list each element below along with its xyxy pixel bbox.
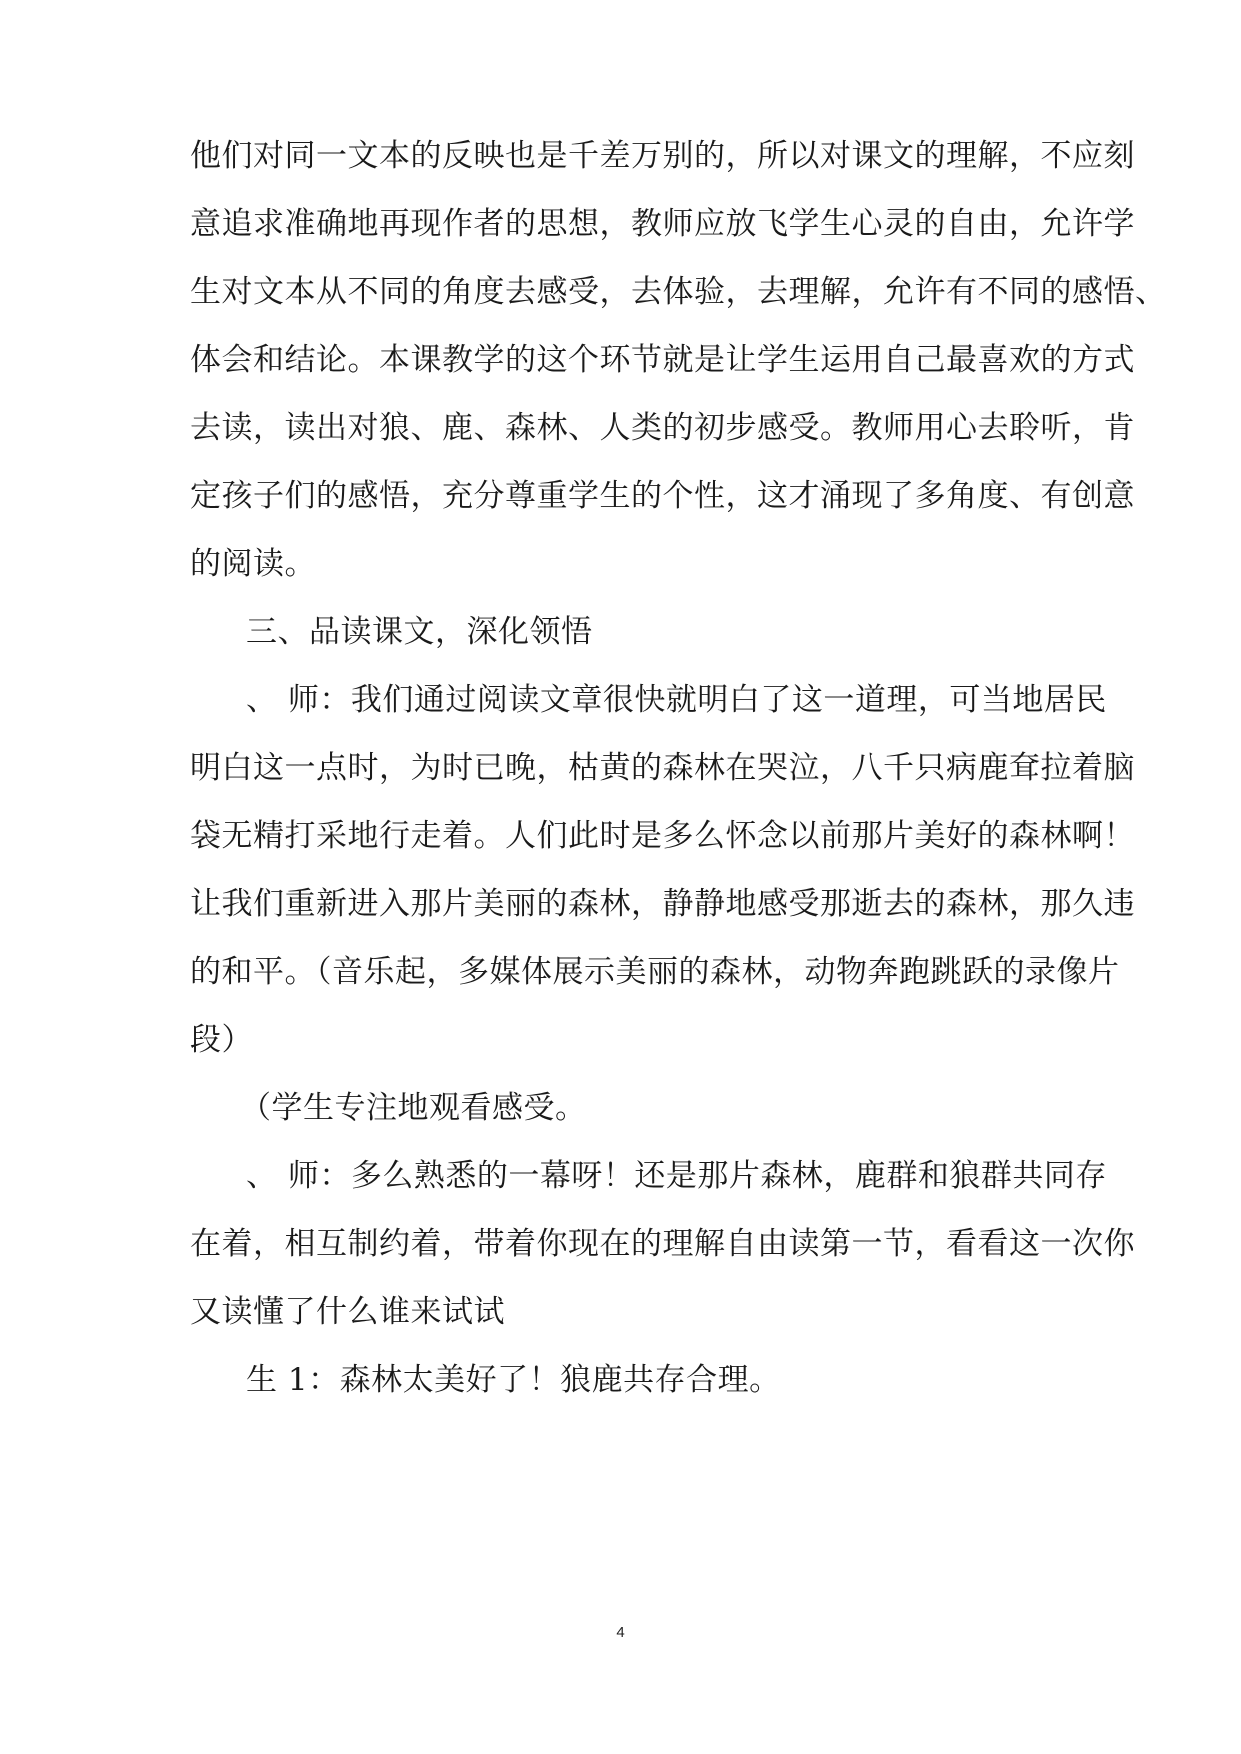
paragraph-line: 意追求准确地再现作者的思想，教师应放飞学生心灵的自由，允许学 — [190, 206, 1135, 242]
section-heading: 三、品读课文，深化领悟 — [246, 614, 593, 650]
paragraph-line: 定孩子们的感悟，充分尊重学生的个性，这才涌现了多角度、有创意 — [190, 478, 1135, 514]
paragraph-line: 去读，读出对狼、鹿、森林、人类的初步感受。教师用心去聆听，肯 — [190, 410, 1135, 446]
paragraph-line: 生对文本从不同的角度去感受，去体验，去理解，允许有不同的感悟、 — [190, 274, 1167, 310]
paragraph-line: （学生专注地观看感受。 — [240, 1090, 587, 1126]
paragraph-line: 生 1：森林太美好了！狼鹿共存合理。 — [246, 1362, 781, 1398]
paragraph-line: 又读懂了什么谁来试试 — [190, 1294, 505, 1330]
paragraph-line: 、 师：多么熟悉的一幕呀！还是那片森林，鹿群和狼群共同存 — [246, 1158, 1107, 1194]
paragraph-line: 、 师：我们通过阅读文章很快就明白了这一道理，可当地居民 — [246, 682, 1107, 718]
page-number: 4 — [616, 1624, 625, 1641]
paragraph-line: 的和平。（音乐起，多媒体展示美丽的森林，动物奔跑跳跃的录像片 — [190, 954, 1120, 990]
paragraph-line: 在着，相互制约着，带着你现在的理解自由读第一节，看看这一次你 — [190, 1226, 1135, 1262]
paragraph-line: 让我们重新进入那片美丽的森林，静静地感受那逝去的森林，那久违 — [190, 886, 1135, 922]
paragraph-line: 的阅读。 — [190, 546, 316, 582]
paragraph-line: 袋无精打采地行走着。人们此时是多么怀念以前那片美好的森林啊！ — [190, 818, 1135, 854]
paragraph-line: 段） — [190, 1022, 253, 1058]
paragraph-line: 他们对同一文本的反映也是千差万别的，所以对课文的理解，不应刻 — [190, 138, 1135, 174]
paragraph-line: 明白这一点时，为时已晚，枯黄的森林在哭泣，八千只病鹿耷拉着脑 — [190, 750, 1135, 786]
paragraph-line: 体会和结论。本课教学的这个环节就是让学生运用自己最喜欢的方式 — [190, 342, 1135, 378]
